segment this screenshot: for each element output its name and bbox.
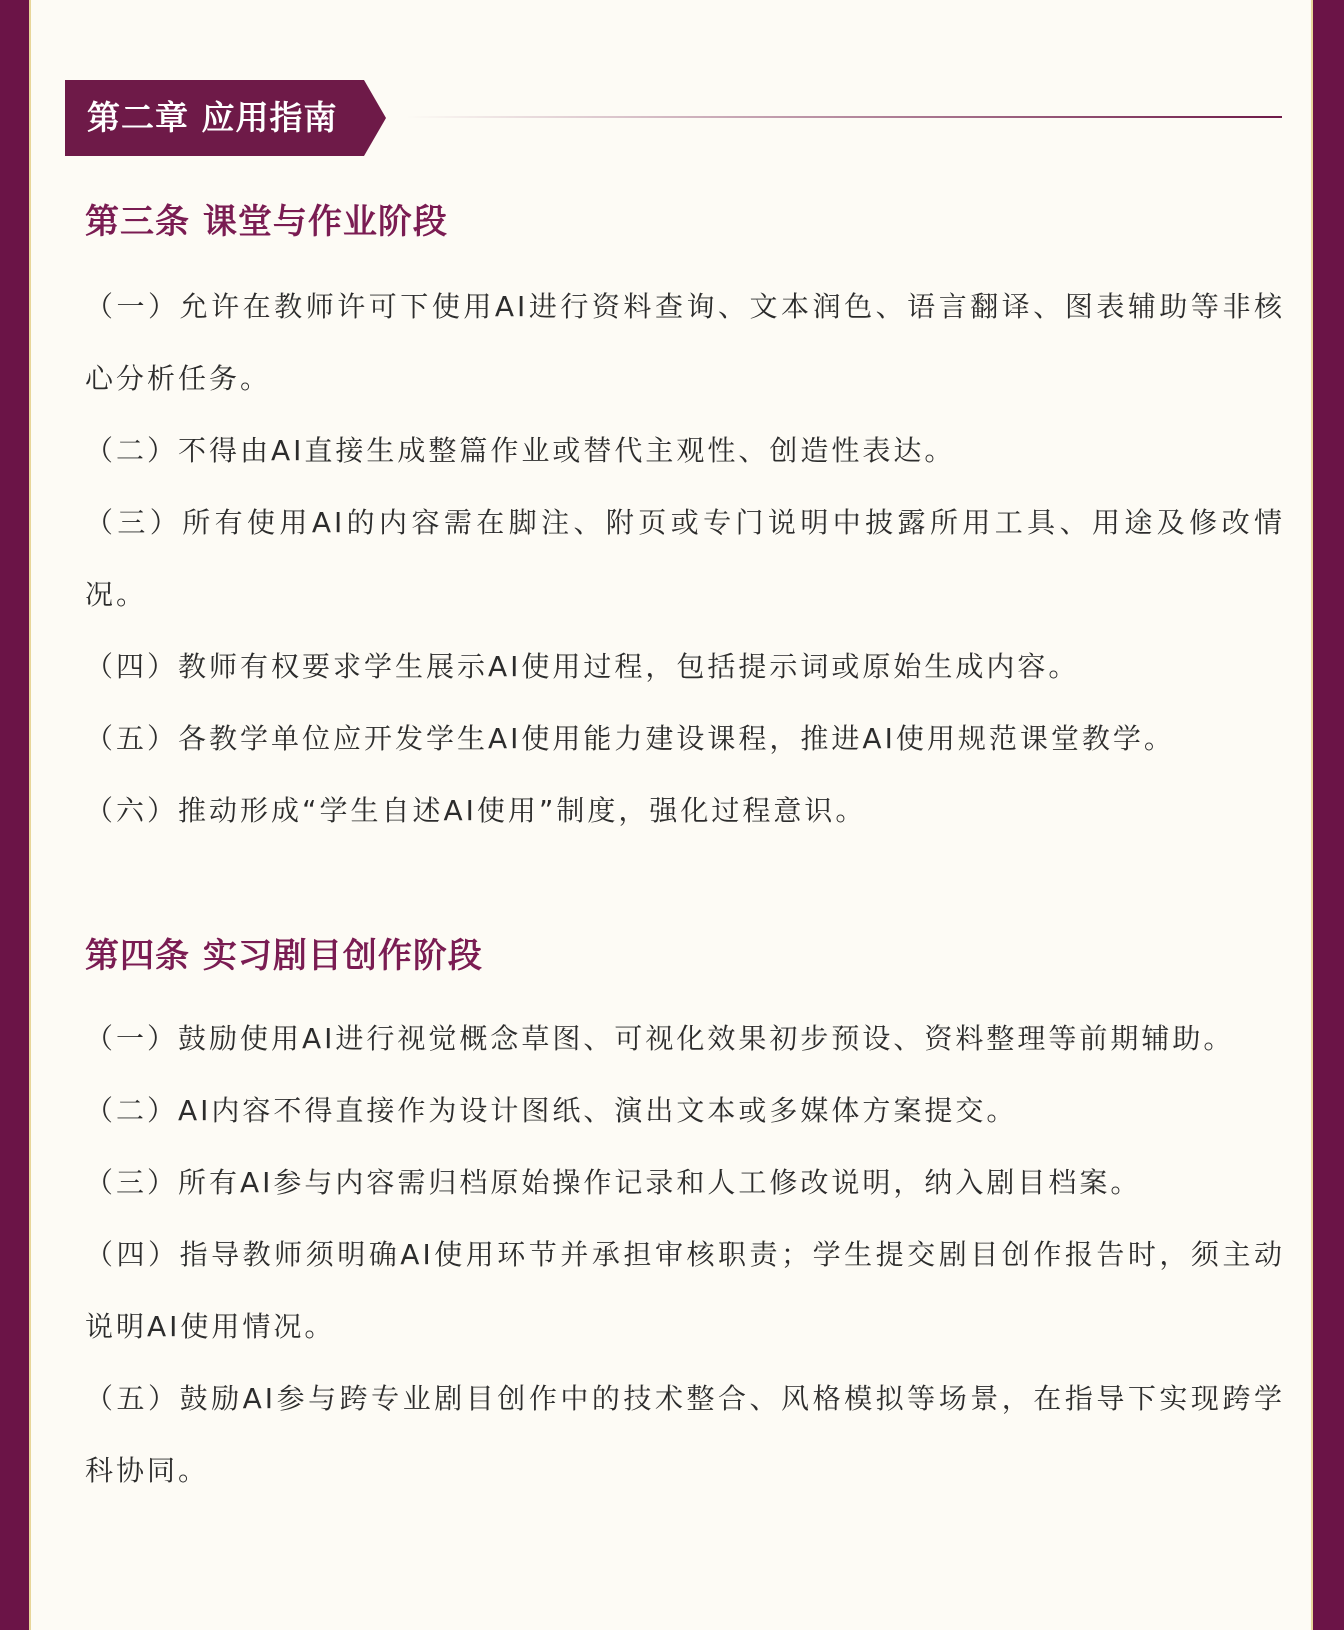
article-3-item-2: （二）不得由AI直接生成整篇作业或替代主观性、创造性表达。 — [85, 434, 956, 467]
document-page — [29, 0, 1313, 1630]
article-3-item-5: （五）各教学单位应开发学生AI使用能力建设课程，推进AI使用规范课堂教学。 — [85, 722, 1175, 755]
chapter-title: 第二章 应用指南 — [65, 80, 364, 156]
article-4-section — [85, 928, 1285, 1507]
article-3-items — [85, 271, 1285, 847]
article-3-item-4: （四）教师有权要求学生展示AI使用过程，包括提示词或原始生成内容。 — [85, 650, 1080, 683]
article-3-item-3: （三）所有使用AI的内容需在脚注、附页或专门说明中披露所用工具、用途及修改情况。 — [85, 506, 1285, 611]
article-4-item-3: （三）所有AI参与内容需归档原始操作记录和人工修改说明，纳入剧目档案。 — [85, 1166, 1142, 1199]
article-3-item-1: （一）允许在教师许可下使用AI进行资料查询、文本润色、语言翻译、图表辅助等非核心分析任务。 — [85, 290, 1285, 395]
chapter-banner — [65, 80, 364, 156]
article-4-item-5: （五）鼓励AI参与跨专业剧目创作中的技术整合、风格模拟等场景，在指导下实现跨学科协同。 — [85, 1382, 1285, 1487]
article-4-item-2: （二）AI内容不得直接作为设计图纸、演出文本或多媒体方案提交。 — [85, 1094, 1018, 1127]
article-4-title: 第四条 实习剧目创作阶段 — [85, 936, 483, 976]
article-3-item-6: （六）推动形成“学生自述AI使用”制度，强化过程意识。 — [85, 794, 867, 827]
article-4-items — [85, 1003, 1285, 1507]
article-3-title: 第三条 课堂与作业阶段 — [85, 202, 448, 242]
chapter-divider — [406, 116, 1282, 118]
article-4-item-1: （一）鼓励使用AI进行视觉概念草图、可视化效果初步预设、资料整理等前期辅助。 — [85, 1022, 1235, 1055]
article-3-section — [85, 194, 1285, 847]
article-4-item-4: （四）指导教师须明确AI使用环节并承担审核职责；学生提交剧目创作报告时，须主动说明AI使用情况。 — [85, 1238, 1285, 1343]
